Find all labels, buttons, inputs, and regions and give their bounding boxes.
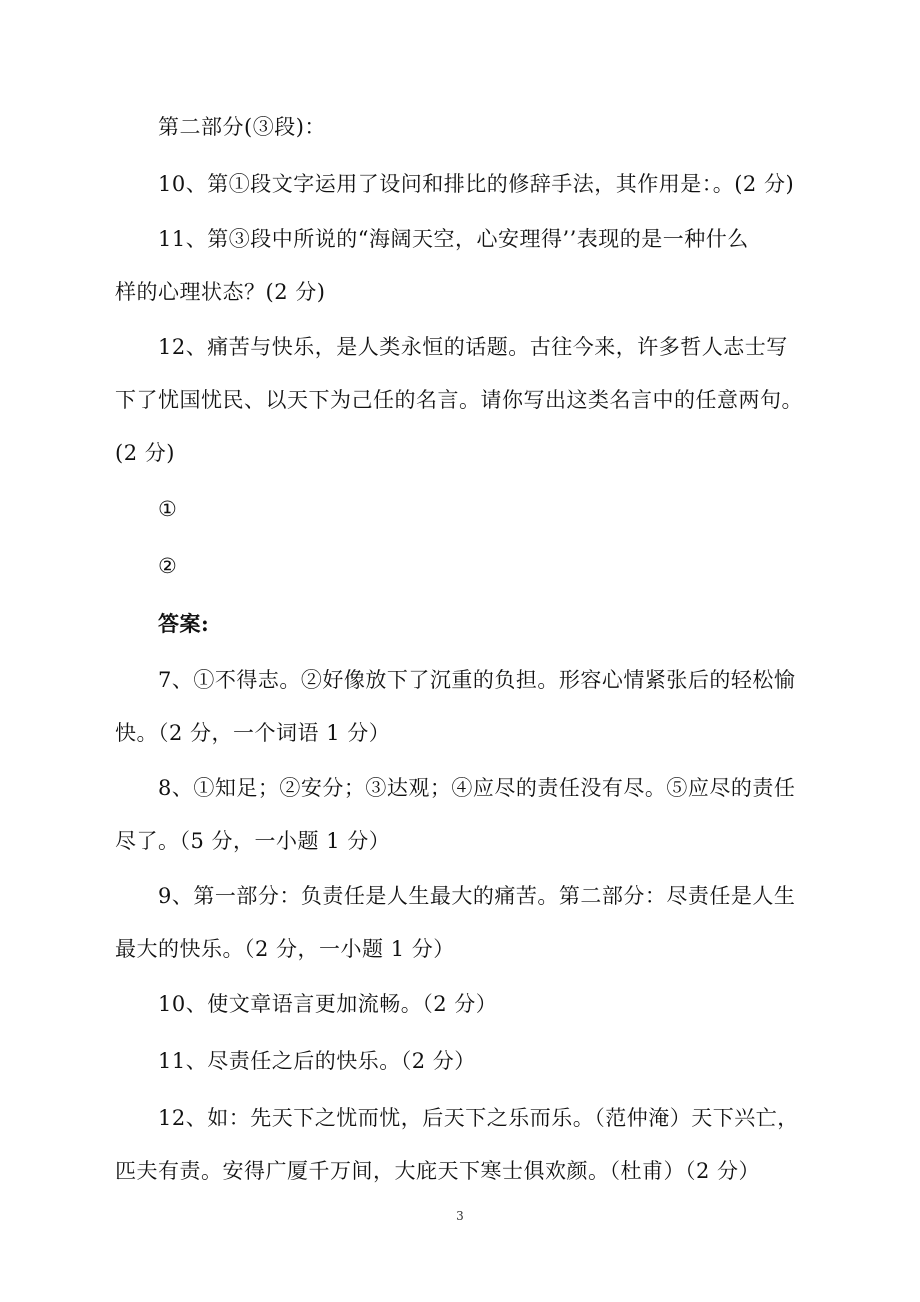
answer-7-line-2: 快。（2 分，一个词语 1 分）: [115, 721, 391, 745]
answer-9-line-1: 9、第一部分：负责任是人生最大的痛苦。第二部分：尽责任是人生: [158, 884, 796, 908]
question-11-line-1: 11、第③段中所说的“海阔天空，心安理得’’表现的是一种什么: [158, 227, 749, 251]
question-12-line-3: (2 分): [115, 441, 175, 465]
question-10: 10、第①段文字运用了设问和排比的修辞手法，其作用是：。(2 分): [158, 172, 795, 196]
answer-7-line-1: 7、①不得志。②好像放下了沉重的负担。形容心情紧张后的轻松愉: [158, 668, 796, 692]
question-11-line-2: 样的心理状态？(2 分): [115, 280, 326, 304]
question-12-line-1: 12、痛苦与快乐，是人类永恒的话题。古往今来，许多哲人志士写: [158, 335, 788, 359]
answer-blank-2: ②: [158, 554, 178, 578]
answer-blank-1: ①: [158, 497, 178, 521]
answer-12-line-1: 12、如：先天下之忧而忧，后天下之乐而乐。（范仲淹）天下兴亡，: [158, 1106, 799, 1130]
answer-8-line-1: 8、①知足；②安分；③达观；④应尽的责任没有尽。⑤应尽的责任: [158, 776, 796, 800]
answer-8-line-2: 尽了。（5 分，一小题 1 分）: [115, 829, 391, 853]
answers-heading: 答案:: [158, 611, 210, 636]
answer-11: 11、尽责任之后的快乐。（2 分）: [158, 1049, 476, 1073]
answer-9-line-2: 最大的快乐。（2 分，一小题 1 分）: [115, 937, 455, 961]
answer-10: 10、使文章语言更加流畅。（2 分）: [158, 992, 498, 1016]
page-number: 3: [456, 1209, 464, 1223]
answer-12-line-2: 匹夫有责。安得广厦千万间，大庇天下寒士俱欢颜。（杜甫）（2 分）: [115, 1159, 761, 1183]
question-12-line-2: 下了忧国忧民、以天下为己任的名言。请你写出这类名言中的任意两句。: [115, 388, 803, 412]
section-heading-part-two: 第二部分(③段)：: [158, 115, 326, 139]
